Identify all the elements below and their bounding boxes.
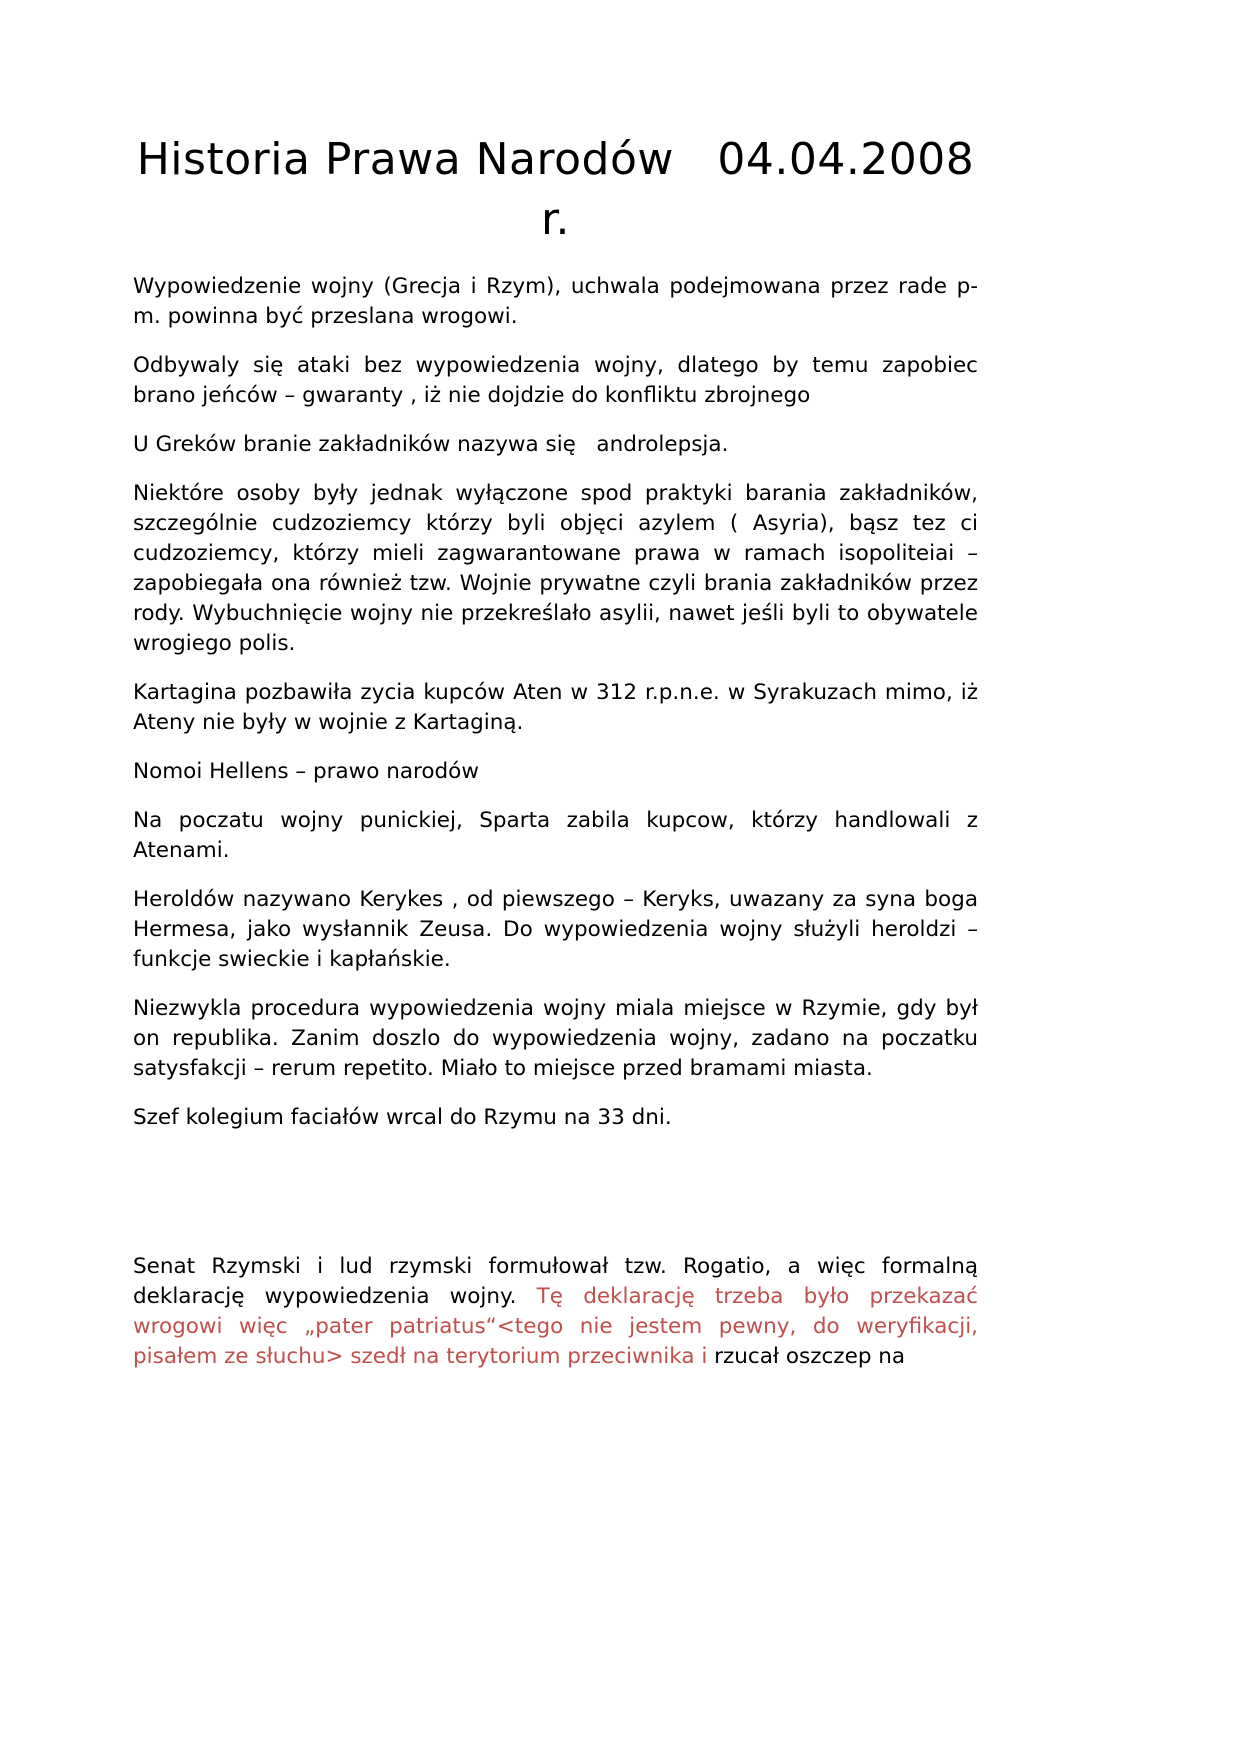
empty-space (133, 1152, 978, 1252)
rogatio-text-continued: rzucał oszczep na (714, 1344, 906, 1369)
rogatio-text: Senat Rzymski i lud rzymski formułował tzw. Rogatio, a więc formalną deklarację wypowiedzenia wojny. (133, 1254, 985, 1309)
paragraph-declaration-of-war: Wypowiedzenie wojny (Grecja i Rzym), uchwala podejmowana przez rade p-m. powinna być przeslana wrogowi. (133, 274, 978, 329)
paragraph-punic-war: Na poczatu wojny punickiej, Sparta zabila kupcow, którzy handlowali z Atenami. (133, 808, 985, 863)
paragraph-heralds: Heroldów nazywano Kerykes , od piewszego – Keryks, uwazany za syna boga Hermesa, jako wysłannik Zeusa. Do wypowiedzenia wojny służyli heroldzi – funkcje swieckie i kapłańskie. (133, 887, 985, 972)
paragraph-fetial-college: Szef kolegium faciałów wrcal do Rzymu na 33 dni. (133, 1105, 672, 1130)
paragraph-exempt-persons: Niektóre osoby były jednak wyłączone spod praktyki barania zakładników, szczególnie cudzoziemcy którzy byli objęci azylem ( Asyria), bąsz tez ci cudzoziemcy, którzy mieli zagwarantowane prawa w ramach isopoliteiai – zapobiegała ona również tzw. Wojnie prywatne czyli brania zakładników przez rody. Wybuchnięcie wojny nie przekreślało asylii, nawet jeśli byli to obywatele wrogiego polis. (133, 481, 985, 656)
paragraph-rogatio (133, 1252, 985, 1372)
paragraph-androlepsja: U Greków branie zakładników nazywa się androlepsja. (133, 432, 729, 457)
annotation-red-text: Tę deklarację trzeba było przekazać wrogowi więc „pater patriatus“<tego nie jestem pewny, do weryfikacji, pisałem ze słuchu> szedł na terytorium przeciwnika i (133, 1284, 985, 1369)
document-page (133, 130, 989, 1391)
paragraph-attacks-without-declaration: Odbywaly się ataki bez wypowiedzenia wojny, dlatego by temu zapobiec brano jeńców – gwaranty , iż nie dojdzie do konfliktu zbrojnego (133, 353, 985, 408)
paragraph-nomoi-hellens: Nomoi Hellens – prawo narodów (133, 759, 479, 784)
paragraph-rome-procedure: Niezwykla procedura wypowiedzenia wojny miala miejsce w Rzymie, gdy był on republika. Zanim doszlo do wypowiedzenia wojny, zadano na poczatku satysfakcji – rerum repetito. Miało to miejsce przed bramami miasta. (133, 996, 985, 1081)
paragraph-carthage: Kartagina pozbawiła zycia kupców Aten w 312 r.p.n.e. w Syrakuzach mimo, iż Ateny nie były w wojnie z Kartaginą. (133, 680, 985, 735)
document-title: Historia Prawa Narodów 04.04.2008 r. (136, 134, 989, 245)
